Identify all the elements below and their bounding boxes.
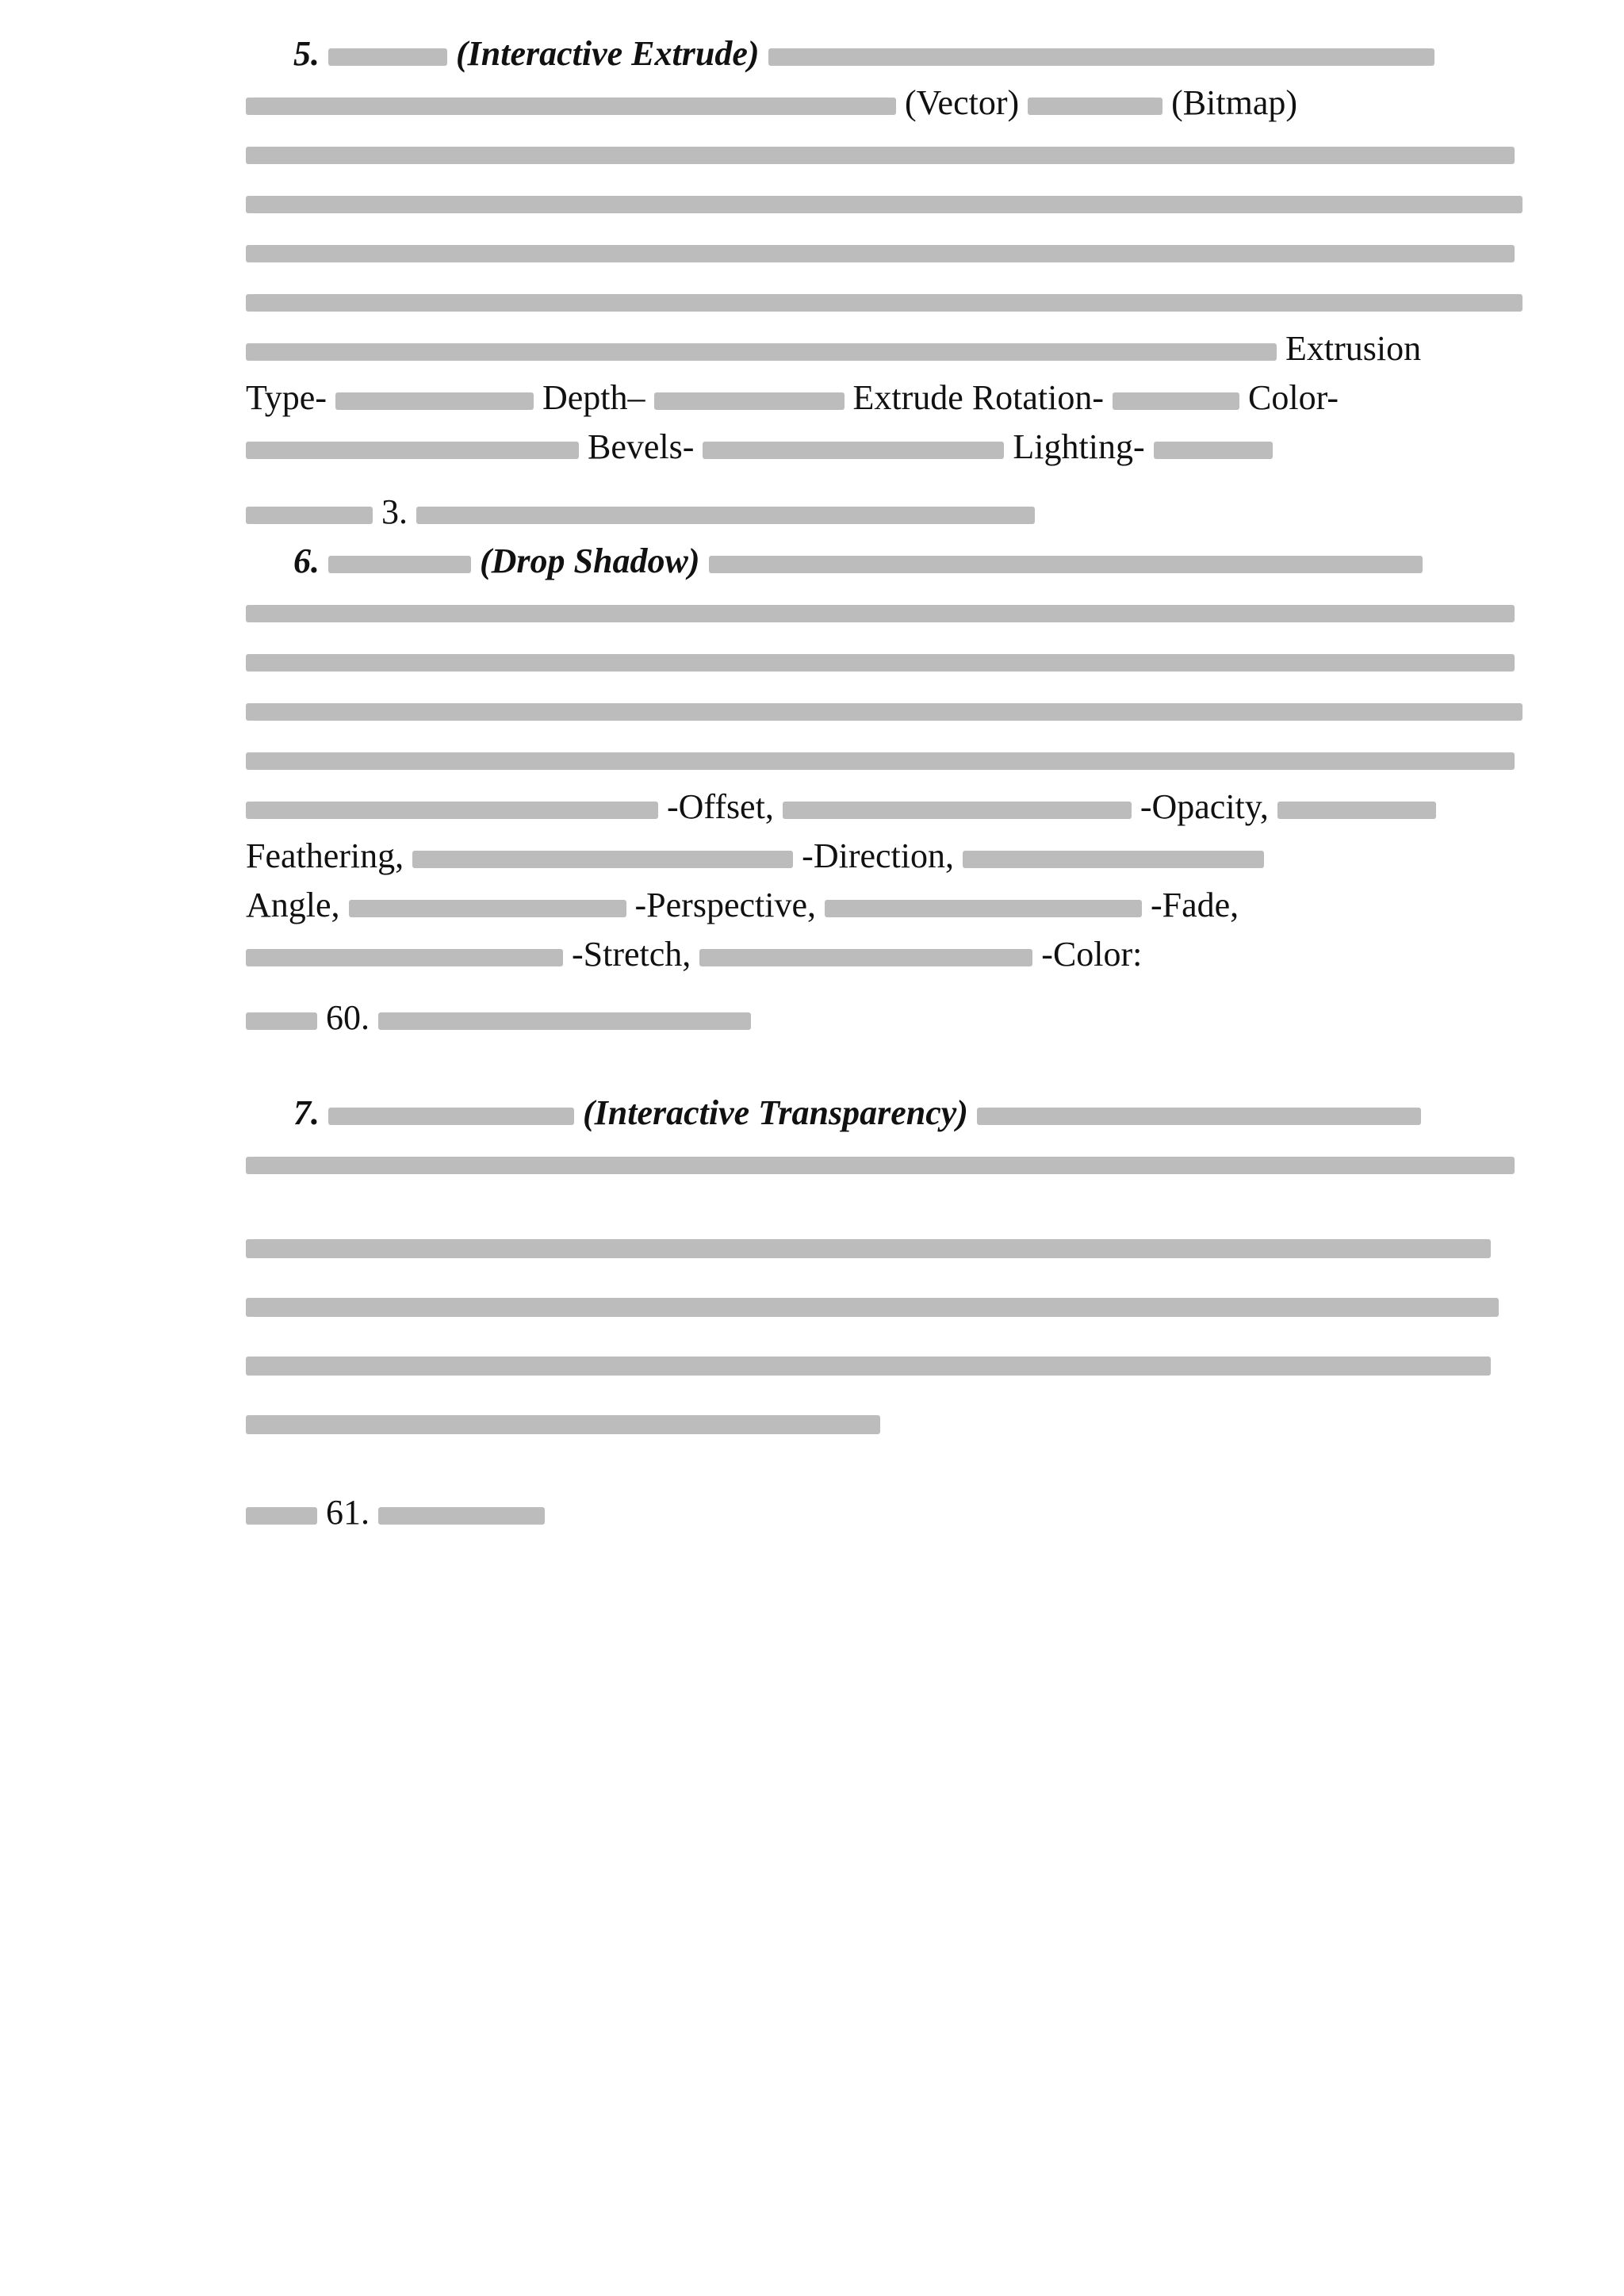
term-offset: -Offset, (667, 787, 774, 826)
term-bevels: Bevels- (588, 427, 695, 466)
lesson-61-heading (246, 1490, 545, 1535)
term-feathering: Feathering, (246, 836, 404, 875)
term-color: -Color: (1041, 935, 1143, 974)
term-direction: -Direction, (802, 836, 954, 875)
figure-number: 3. (381, 492, 408, 531)
section-number: 6. (293, 541, 320, 580)
lesson-60-heading (246, 996, 751, 1040)
term-extrusion: Extrusion (1285, 329, 1422, 368)
section-term-latin: (Drop Shadow) (480, 541, 700, 580)
term-depth: Depth– (542, 378, 645, 417)
term-color: Color- (1248, 378, 1339, 417)
section-number: 5. (293, 34, 320, 73)
term-lighting: Lighting- (1013, 427, 1145, 466)
term-vector: (Vector) (905, 83, 1020, 122)
term-type: Type- (246, 378, 327, 417)
term-fade: -Fade, (1151, 886, 1239, 924)
section-term-latin: (Interactive Transparency) (583, 1093, 968, 1132)
section-term-latin: (Interactive Extrude) (456, 34, 760, 73)
term-opacity: -Opacity, (1139, 787, 1269, 826)
term-perspective: -Perspective, (634, 886, 816, 924)
term-angle: Angle, (246, 886, 340, 924)
figure-3-caption (246, 490, 1035, 534)
lesson-number: 60. (326, 998, 370, 1037)
section-number: 7. (293, 1093, 320, 1132)
term-stretch: -Stretch, (572, 935, 691, 974)
term-bitmap: (Bitmap) (1171, 83, 1297, 122)
term-extrude-rotation: Extrude Rotation- (852, 378, 1105, 417)
lesson-number: 61. (326, 1493, 370, 1532)
